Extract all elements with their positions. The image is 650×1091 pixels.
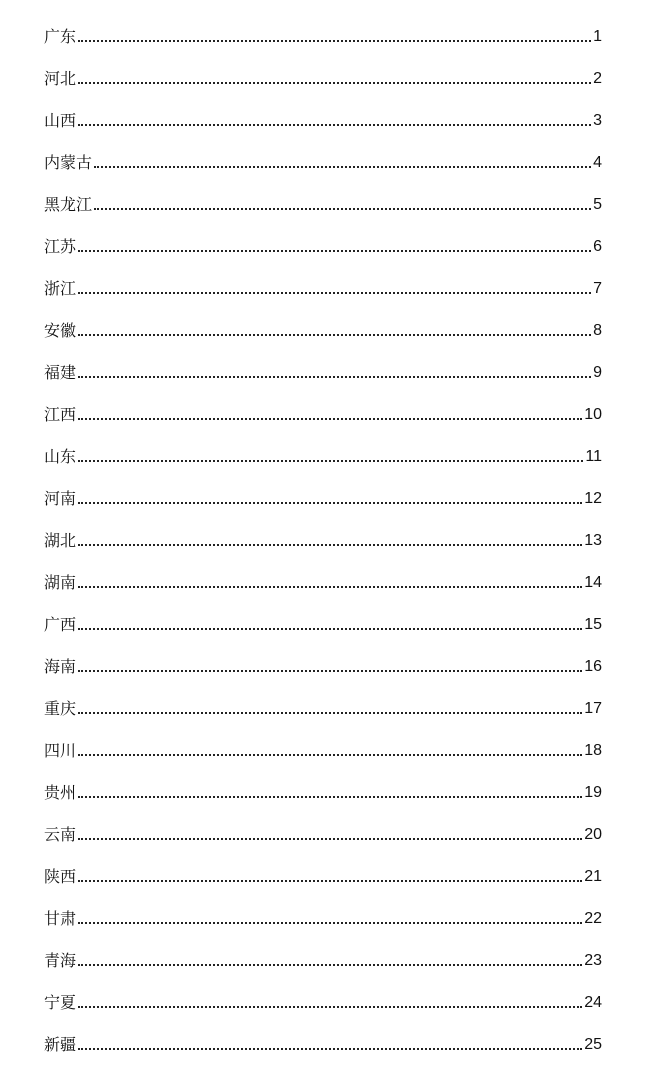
toc-entry-title: 内蒙古	[44, 153, 93, 172]
toc-entry-title: 陕西	[44, 867, 77, 886]
toc-entry-page: 11	[585, 448, 602, 465]
dot-leader	[78, 502, 582, 504]
dot-leader	[78, 754, 582, 756]
toc-entry[interactable]	[44, 803, 602, 845]
toc-entry-page: 12	[584, 490, 602, 507]
toc-entry-title: 山东	[44, 447, 77, 466]
toc-entry[interactable]	[44, 551, 602, 593]
toc-entry[interactable]	[44, 971, 602, 1013]
dot-leader	[78, 250, 591, 252]
dot-leader	[78, 334, 591, 336]
table-of-contents	[44, 25, 602, 1055]
toc-entry-page: 22	[584, 910, 602, 927]
dot-leader	[78, 418, 582, 420]
toc-entry-page: 2	[593, 70, 602, 87]
toc-entry-page: 18	[584, 742, 602, 759]
dot-leader	[78, 586, 582, 588]
dot-leader	[78, 628, 582, 630]
toc-entry-page: 9	[593, 364, 602, 381]
toc-entry[interactable]	[44, 215, 602, 257]
toc-entry[interactable]	[44, 929, 602, 971]
toc-entry-page: 3	[593, 112, 602, 129]
dot-leader	[78, 1006, 582, 1008]
toc-entry-title: 新疆	[44, 1035, 77, 1054]
dot-leader	[78, 124, 591, 126]
toc-entry[interactable]	[44, 1013, 602, 1055]
toc-entry-title: 贵州	[44, 783, 77, 802]
dot-leader	[78, 292, 591, 294]
toc-entry-title: 海南	[44, 657, 77, 676]
toc-entry-page: 25	[584, 1036, 602, 1053]
toc-entry-title: 湖北	[44, 531, 77, 550]
toc-entry-page: 24	[584, 994, 602, 1011]
dot-leader	[78, 82, 591, 84]
toc-entry-title: 宁夏	[44, 993, 77, 1012]
toc-entry-title: 江苏	[44, 237, 77, 256]
toc-entry-page: 19	[584, 784, 602, 801]
toc-entry[interactable]	[44, 467, 602, 509]
dot-leader	[78, 670, 582, 672]
toc-entry-page: 20	[584, 826, 602, 843]
toc-entry-title: 青海	[44, 951, 77, 970]
dot-leader	[78, 796, 582, 798]
dot-leader	[78, 40, 591, 42]
dot-leader	[78, 460, 583, 462]
toc-entry[interactable]	[44, 299, 602, 341]
toc-entry[interactable]	[44, 425, 602, 467]
toc-entry-title: 四川	[44, 741, 77, 760]
toc-entry-page: 6	[593, 238, 602, 255]
toc-entry-title: 重庆	[44, 699, 77, 718]
toc-entry-page: 16	[584, 658, 602, 675]
toc-entry-title: 广西	[44, 615, 77, 634]
toc-entry-title: 福建	[44, 363, 77, 382]
toc-entry-title: 湖南	[44, 573, 77, 592]
toc-entry-page: 8	[593, 322, 602, 339]
toc-entry-title: 安徽	[44, 321, 77, 340]
toc-entry-title: 河北	[44, 69, 77, 88]
toc-entry-page: 21	[584, 868, 602, 885]
toc-entry-title: 甘肃	[44, 909, 77, 928]
dot-leader	[78, 838, 582, 840]
toc-entry[interactable]	[44, 509, 602, 551]
toc-entry-page: 17	[584, 700, 602, 717]
toc-entry[interactable]	[44, 131, 602, 173]
toc-entry-page: 23	[584, 952, 602, 969]
toc-entry-title: 黑龙江	[44, 195, 93, 214]
toc-entry[interactable]	[44, 25, 602, 47]
toc-entry[interactable]	[44, 341, 602, 383]
dot-leader	[78, 964, 582, 966]
toc-entry[interactable]	[44, 719, 602, 761]
dot-leader	[94, 208, 591, 210]
toc-entry-page: 7	[593, 280, 602, 297]
toc-entry[interactable]	[44, 383, 602, 425]
toc-entry[interactable]	[44, 593, 602, 635]
dot-leader	[94, 166, 591, 168]
toc-entry[interactable]	[44, 887, 602, 929]
dot-leader	[78, 922, 582, 924]
toc-entry-title: 浙江	[44, 279, 77, 298]
toc-entry[interactable]	[44, 761, 602, 803]
dot-leader	[78, 544, 582, 546]
toc-entry-page: 14	[584, 574, 602, 591]
toc-entry-page: 10	[584, 406, 602, 423]
toc-entry[interactable]	[44, 89, 602, 131]
toc-entry-page: 5	[593, 196, 602, 213]
toc-entry[interactable]	[44, 677, 602, 719]
toc-entry[interactable]	[44, 257, 602, 299]
toc-entry[interactable]	[44, 47, 602, 89]
dot-leader	[78, 712, 582, 714]
dot-leader	[78, 376, 591, 378]
toc-entry[interactable]	[44, 845, 602, 887]
toc-entry-title: 山西	[44, 111, 77, 130]
toc-entry-title: 江西	[44, 405, 77, 424]
dot-leader	[78, 1048, 582, 1050]
toc-entry-page: 4	[593, 154, 602, 171]
toc-entry-title: 云南	[44, 825, 77, 844]
toc-entry-page: 1	[593, 28, 602, 45]
toc-entry[interactable]	[44, 173, 602, 215]
toc-entry-title: 河南	[44, 489, 77, 508]
toc-entry[interactable]	[44, 635, 602, 677]
toc-entry-title: 广东	[44, 27, 77, 46]
toc-entry-page: 13	[584, 532, 602, 549]
toc-entry-page: 15	[584, 616, 602, 633]
dot-leader	[78, 880, 582, 882]
